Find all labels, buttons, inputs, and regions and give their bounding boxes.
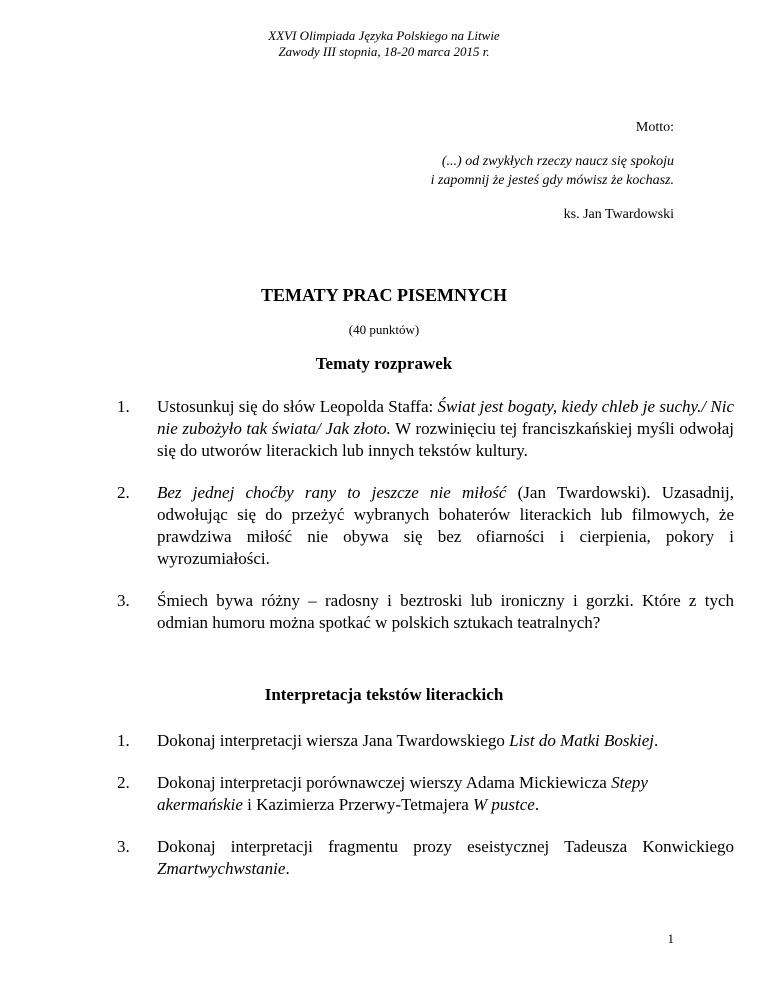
motto-line-2: i zapomnij że jesteś gdy mówisz że kochasz.: [430, 173, 674, 188]
item-number: 2.: [117, 773, 130, 792]
item-punct: .: [534, 795, 540, 814]
item-title-2: W pustce: [473, 795, 535, 814]
item-quote: Świat jest bogaty, kiedy chleb je suchy./ Nic nie zubożyło tak świata/ Jak złoto.: [157, 397, 734, 438]
list-item: [117, 396, 734, 462]
list-item: [117, 482, 734, 570]
list-item: [117, 772, 734, 816]
motto-author: ks. Jan Twardowski: [563, 207, 674, 222]
item-text-continued: i Kazimierza Przerwy-Tetmajera: [242, 795, 473, 814]
motto-quote: [431, 152, 674, 190]
item-title: Stepy akermańskie: [157, 773, 648, 814]
item-quote: Bez jednej choćby rany to jeszcze nie miłość: [157, 483, 507, 502]
item-text: Dokonaj interpretacji fragmentu prozy eseistycznej Tadeusza Konwickiego: [157, 837, 734, 856]
interpretation-topics-list: [117, 730, 734, 880]
item-text-continued: W rozwinięciu tej franciszkańskiej myśli odwołaj się do utworów literackich lub innych tekstów kultury.: [157, 419, 734, 460]
item-number: 1.: [117, 731, 130, 750]
page-title: TEMATY PRAC PISEMNYCH: [261, 285, 507, 305]
document-header: [0, 28, 768, 60]
item-text: Dokonaj interpretacji wiersza Jana Twardowskiego: [157, 731, 510, 750]
item-title: Zmartwychwstanie: [157, 859, 286, 878]
item-text: (Jan Twardowski). Uzasadnij, odwołując się do przeżyć wybranych bohaterów literackich lub filmowych, że prawdziwa miłość nie obywa się bez ofiarności i cierpienia, pokory i wyrozumiałości.: [157, 483, 734, 568]
motto-label: Motto:: [635, 120, 674, 135]
item-number: 3.: [117, 837, 130, 856]
item-text: Ustosunkuj się do słów Leopolda Staffa:: [157, 397, 438, 416]
list-item: [117, 836, 734, 880]
list-item: [117, 730, 734, 752]
list-item: [117, 590, 734, 634]
section-heading-essays: Tematy rozprawek: [315, 354, 453, 373]
item-punct: .: [654, 731, 659, 750]
header-line-2: Zawody III stopnia, 18-20 marca 2015 r.: [278, 44, 490, 59]
item-text: Śmiech bywa różny – radosny i beztroski lub ironiczny i gorzki. Które z tych odmian humoru można spotkać w polskich sztukach teatralnych?: [157, 591, 734, 632]
essay-topics-list: [117, 396, 734, 634]
motto-line-1: (...) od zwykłych rzeczy naucz się spokoju: [441, 154, 674, 169]
points-note: (40 punktów): [348, 322, 420, 337]
item-title: List do Matki Boskiej: [509, 731, 655, 750]
section-heading-interpretation: Interpretacja tekstów literackich: [264, 685, 504, 704]
item-number: 3.: [117, 591, 130, 610]
item-punct: .: [285, 859, 290, 878]
page-number: 1: [667, 931, 674, 946]
item-number: 2.: [117, 483, 130, 502]
header-line-1: XXVI Olimpiada Języka Polskiego na Litwie: [268, 28, 500, 43]
item-text: Dokonaj interpretacji porównawczej wierszy Adama Mickiewicza: [157, 773, 612, 792]
item-number: 1.: [117, 397, 130, 416]
